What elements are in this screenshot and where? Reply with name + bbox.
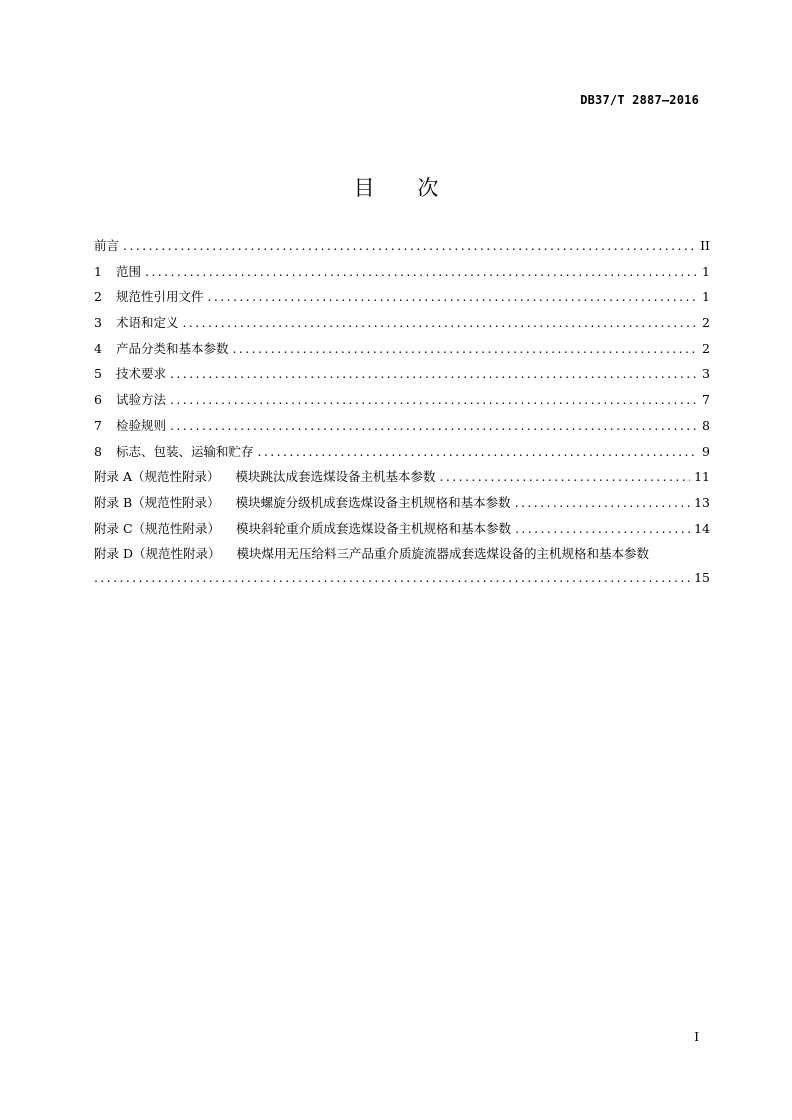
toc-entry-2[interactable]	[94, 287, 710, 313]
dot-leader	[170, 366, 696, 381]
toc-entry-label: 试验方法	[116, 392, 167, 408]
dot-leader	[440, 469, 691, 484]
toc-entry-label: 范围	[116, 263, 142, 279]
toc-entry-page: 1	[702, 289, 710, 305]
annex-prefix: 附录 D（规范性附录）	[94, 546, 221, 562]
toc-entry-number: 5	[94, 366, 102, 382]
annex-name: 模块螺旋分级机成套选煤设备主机规格和基本参数	[235, 494, 511, 510]
dot-leader	[145, 264, 696, 279]
toc-entry-3[interactable]	[94, 313, 710, 339]
toc-entry-page: 1	[702, 263, 710, 279]
toc-entry-annex-a[interactable]	[94, 467, 710, 493]
annex-name: 模块跳汰成套选煤设备主机基本参数	[235, 469, 436, 485]
page-number: I	[694, 1030, 699, 1044]
toc-entry-label: 检验规则	[116, 417, 167, 433]
toc-entry-5[interactable]	[94, 364, 710, 390]
toc-entry-label: 标志、包装、运输和贮存	[116, 443, 254, 459]
toc-entry-1[interactable]	[94, 262, 710, 288]
annex-name: 模块煤用无压给料三产品重介质旋流器成套选煤设备的主机规格和基本参数	[236, 546, 650, 562]
dot-leader	[233, 341, 696, 356]
toc-entry-number: 6	[94, 392, 102, 408]
dot-leader	[123, 238, 696, 253]
toc-entry-7[interactable]	[94, 416, 710, 442]
toc-entry-number: 2	[94, 289, 102, 305]
toc-entry-8[interactable]	[94, 442, 710, 468]
dot-leader	[515, 495, 690, 510]
toc-entry-page: 2	[702, 340, 710, 356]
toc-entry-label: 术语和定义	[116, 315, 179, 331]
toc-entry-number: 4	[94, 340, 102, 356]
toc-entry-annex-d[interactable]	[94, 544, 710, 570]
toc-entry-page: 8	[702, 417, 710, 433]
toc-entry-number: 3	[94, 315, 102, 331]
toc-entry-page: 14	[694, 520, 710, 536]
annex-prefix: 附录 B（规范性附录）	[94, 494, 220, 510]
toc-entry-page: 15	[694, 569, 710, 585]
toc-entry-number: 8	[94, 443, 102, 459]
toc-entry-page: 2	[702, 315, 710, 331]
toc-entry-label: 技术要求	[116, 366, 167, 382]
dot-leader	[170, 392, 696, 407]
toc-entry-label: 产品分类和基本参数	[116, 340, 229, 356]
toc-entry-annex-d-continuation[interactable]	[94, 570, 710, 596]
dot-leader	[258, 444, 696, 459]
toc-entry-6[interactable]	[94, 390, 710, 416]
dot-leader	[183, 315, 696, 330]
toc-entry-label: 前言	[94, 238, 120, 253]
toc-entry-annex-c[interactable]	[94, 519, 710, 545]
annex-prefix: 附录 A（规范性附录）	[94, 469, 220, 485]
dot-leader	[94, 570, 690, 585]
toc-entry-page: 3	[702, 366, 710, 382]
annex-prefix: 附录 C（规范性附录）	[94, 520, 221, 536]
toc-entry-annex-b[interactable]	[94, 493, 710, 519]
toc-entry-page: II	[700, 238, 710, 253]
standard-code: DB37/T 2887—2016	[580, 93, 699, 107]
toc-entry-foreword[interactable]	[94, 236, 710, 262]
toc-entry-number: 7	[94, 417, 102, 433]
toc-entry-page: 11	[694, 469, 710, 485]
toc-entry-4[interactable]	[94, 339, 710, 365]
toc-entry-page: 13	[694, 494, 710, 510]
dot-leader	[170, 418, 696, 433]
toc-entry-page: 9	[702, 443, 710, 459]
toc-entry-number: 1	[94, 263, 102, 279]
table-of-contents	[94, 236, 710, 596]
toc-entry-page: 7	[702, 392, 710, 408]
toc-entry-label: 规范性引用文件	[116, 289, 204, 305]
dot-leader	[515, 521, 690, 536]
dot-leader	[208, 289, 696, 304]
page-title: 目 次	[353, 176, 457, 200]
annex-name: 模块斜轮重介质成套选煤设备主机规格和基本参数	[236, 520, 512, 536]
